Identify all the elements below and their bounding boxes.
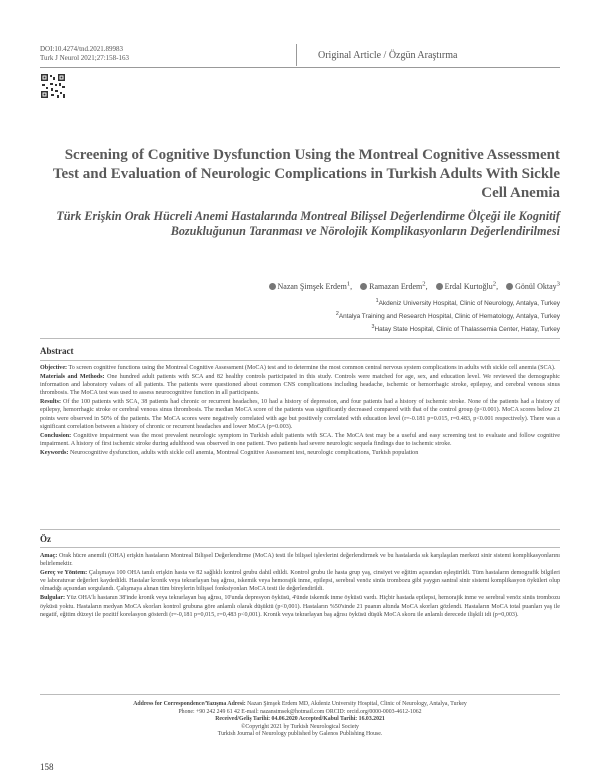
correspondence-label: Address for Correspondence/Yazışma Adresi:	[133, 701, 246, 707]
author: Gönül Oktay$^3$	[506, 282, 560, 291]
page-number: 158	[40, 762, 54, 772]
orcid-icon[interactable]	[269, 283, 276, 290]
header-rule	[40, 67, 560, 68]
abstract-heading: Abstract	[40, 346, 74, 356]
abstract-rule-top	[40, 338, 560, 339]
abstract-body	[40, 364, 560, 458]
oz-gerec-yontem: Gereç ve Yöntem: Çalışmaya 100 OHA tanılı erişkin hasta ve 82 sağlıklı kontrol grubu dahil edildi. Kontrol grubu ile hasta grup yaş, cinsiyet ve eğitim açısından eşleştirildi. Tüm hastaların demografik bilgileri ve laboratuvar değerleri kaydedildi. Hastalar kronik veya tekrarlayan baş ağrısı, iskemik veya hemorajik inme, epilepsi, serebral venöz sinüs trombozu gibi yaygın santral sinir sistemi komplikasyon öyküleri olup olmadığı açısından sorgulandı. Çalışmaya alınan tüm bireylerin bilişsel fonksiyonları MoCA testi ile değerlendirildi.	[40, 570, 561, 593]
article-title-turkish: Türk Erişkin Orak Hücreli Anemi Hastalarında Montreal Bilişsel Değerlendirme Ölçeği ile Kognitif Bozukluğunun Taranması ve Nörolojik Komplikasyonların Değerlendirilmesi	[56, 209, 560, 238]
author: Erdal Kurtoğlu$^2$,	[436, 282, 499, 291]
oz-amac: Amaç: Orak hücre anemili (OHA) erişkin hastaların Montreal Bilişsel Değerlendirme (MoCA) testi ile bilişsel işlevlerini değerlendirmek ve bu hastalarda sık karşılaşılan merkezi sinir sistemi komplikasyonlarını belirlemektir.	[40, 553, 560, 568]
oz-rule	[40, 547, 560, 548]
oz-rule-top	[40, 529, 560, 530]
oz-heading: Öz	[40, 534, 51, 544]
header-meta	[40, 45, 129, 63]
abstract-conclusion: Conclusion: Cognitive impairment was the most prevalent neurologic symptom in Turkish adult patients with SCA. The MoCA test may be a useful and easy screening test to evaluate and follow cognitive impairment. A history of first ischemic stroke during adulthood was observed in one patient. Two patients had severe neurologic sequela findings due to ischemic stroke.	[40, 432, 560, 447]
publisher: Turkish Journal of Neurology published by Galenos Publishing House.	[217, 731, 383, 738]
journal-reference: Turk J Neurol 2021;27:158-163	[40, 54, 129, 62]
orcid-icon[interactable]	[360, 283, 367, 290]
header-divider	[296, 44, 297, 66]
author: Ramazan Erdem$^2$,	[360, 282, 427, 291]
affiliation: $^2$Antalya Training and Research Hospital, Clinic of Hematology, Antalya, Turkey	[335, 311, 560, 321]
article-type: Original Article / Özgün Araştırma	[318, 50, 458, 61]
orcid-icon[interactable]	[436, 283, 443, 290]
orcid-icon[interactable]	[506, 283, 513, 290]
abstract-rule	[40, 360, 560, 361]
oz-bulgular: Bulgular: Yüz OHA'lı hastanın 38'inde kronik veya tekrarlayan baş ağrısı, 10'unda depresyon öyküsü, 4'ünde iskemik inme öyküsü vardı. Hiçbir hastada epilepsi, hemorajik inme ve serebral venöz sinüs trombozu öyküsü yoktu. Hastaların medyan MoCA skorları kontrol grubuna göre anlamlı olarak düşüktü (p<0,001). Hastaların %50'sinde 21 puanın altında MoCA skorları gözlendi. Hastaların MoCA total puanları yaş ile negatif, eğitim düzeyi ile pozitif korelasyon gösterdi (r=-0,181 p=0,015, r=0,483 p<0,001). Kronik veya tekrarlayan baş ağrısı öyküsü düşük MoCA skoru ile anlamlı derecede ilişkili idi (p=0,003).	[40, 595, 560, 618]
correspondence-address: Nazan Şimşek Erdem MD, Akdeniz University Hospital, Clinic of Neurology, Antalya, Turkey	[247, 701, 467, 707]
received-accepted-dates: Received/Geliş Tarihi: 04.06.2020 Accepted/Kabul Tarihi: 16.03.2021	[215, 716, 385, 723]
abstract-keywords: Keywords: Neurocognitive dysfunction, adults with sickle cell anemia, Montreal Cognitive Assessment test, neurologic complications, Turkish population	[40, 449, 419, 456]
correspondence-rule	[40, 694, 560, 695]
affiliation: $^3$Hatay State Hospital, Clinic of Thalassemia Center, Hatay, Turkey	[371, 324, 560, 334]
qr-code-icon	[40, 73, 66, 99]
abstract-methods: Materials and Methods: One hundred adult patients with SCA and 82 healthy controls participated in this study. Controls were matched for age, sex, and education level. We reviewed the demographic information and laboratory values of all patients. The patients were questioned about common CNS complications including headache, ischemic or hemorrhagic stroke, epilepsy, and cerebral venous sinus thrombosis. The MoCA test was used to assess neurocognitive function in all participants.	[40, 374, 560, 397]
affiliation-list	[40, 296, 560, 335]
correspondence-contact[interactable]: Phone: +90 242 249 61 42 E-mail: nazansimsek@hotmail.com ORCID: orcid.org/0000-0003-4612-1062	[178, 708, 422, 715]
copyright: ©Copyright 2021 by Turkish Neurological Society	[241, 723, 359, 730]
oz-body	[40, 552, 560, 620]
abstract-objective: Objective: To screen cognitive functions using the Montreal Cognitive Assessment (MoCA) test and to determine the most common central nervous system complications in adults with sickle cell anemia (SCA).	[40, 365, 556, 371]
article-title: Screening of Cognitive Dysfunction Using the Montreal Cognitive Assessment Test and Evaluation of Neurologic Complications in Turkish Adults With Sickle Cell Anemia	[52, 147, 560, 201]
author-list	[40, 280, 560, 291]
author: Nazan Şimşek Erdem$^1$,	[269, 282, 353, 291]
affiliation: $^1$Akdeniz University Hospital, Clinic of Neurology, Antalya, Turkey	[375, 298, 560, 308]
abstract-results: Results: Of the 100 patients with SCA, 38 patients had chronic or recurrent headaches, 10 had a history of depression, and four patients had a history of ischemic stroke. None of the patients had a history of epilepsy, hemorrhagic stroke or cerebral venous sinus thrombosis. The median MoCA score of the patients was significantly decreased compared with that of the control group (p<0.001). MoCA scores below 21 points were observed in 50% of the patients. The MoCA scores were negatively correlated with age but positively correlated with education level (r=-0.181 p=0.015, r=0.483, p<0.001 respectively). There was a significant correlation between a history of chronic or recurrent headaches and lower MoCA (p=0.003).	[40, 399, 560, 430]
doi[interactable]: DOI:10.4274/tnd.2021.89983	[40, 45, 124, 53]
correspondence-block	[40, 701, 560, 739]
